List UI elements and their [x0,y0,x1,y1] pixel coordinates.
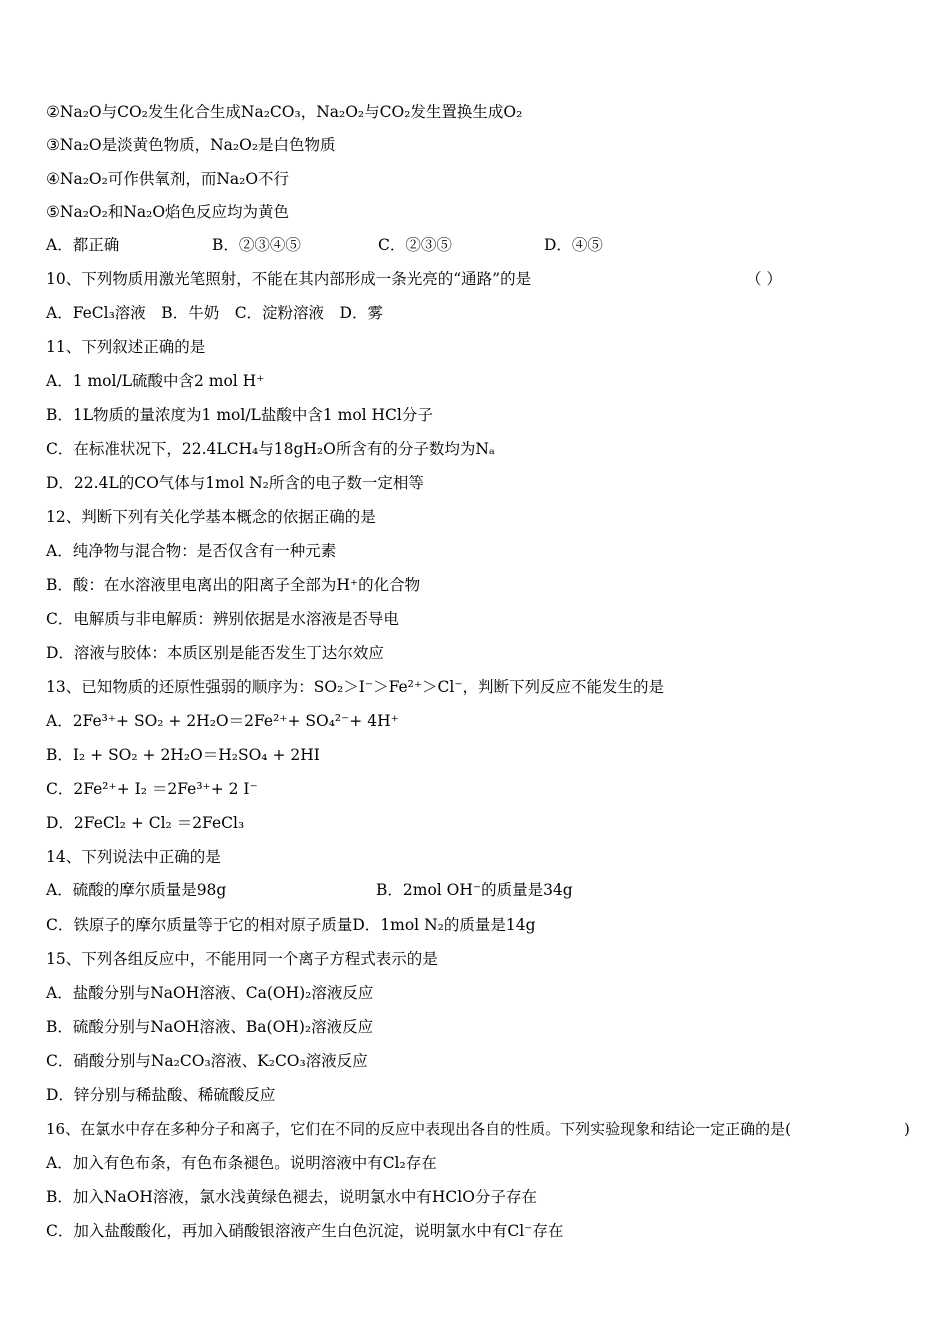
q15-option-c: C．硝酸分别与Na₂CO₃溶液、K₂CO₃溶液反应 [46,1052,368,1070]
q12-option-d: D．溶液与胶体：本质区别是能否发生丁达尔效应 [46,644,384,662]
q15-option-a: A．盐酸分别与NaOH溶液、Ca(OH)₂溶液反应 [46,984,374,1002]
q14-options-cd: C．铁原子的摩尔质量等于它的相对原子质量D．1mol N₂的质量是14g [46,916,536,934]
q9-statement-5: ⑤Na₂O₂和Na₂O焰色反应均为黄色 [46,203,290,221]
q16-text: 16、在氯水中存在多种分子和离子，它们在不同的反应中表现出各自的性质。下列实验现象和结论一定正确的是( [46,1120,791,1138]
q11-option-a: A．1 mol/L硫酸中含2 mol H⁺ [46,372,265,390]
q12-stem: 12、判断下列有关化学基本概念的依据正确的是 [46,508,376,526]
q9-options [46,235,603,255]
q16-option-a: A．加入有色布条，有色布条褪色。说明溶液中有Cl₂存在 [46,1154,437,1172]
q16-option-c: C．加入盐酸酸化，再加入硝酸银溶液产生白色沉淀，说明氯水中有Cl⁻存在 [46,1222,564,1240]
q11-option-c: C．在标准状况下，22.4LCH₄与18gH₂O所含有的分子数均为Nₐ [46,440,495,458]
q13-option-a: A．2Fe³⁺+ SO₂ + 2H₂O＝2Fe²⁺+ SO₄²⁻+ 4H⁺ [46,712,399,730]
q15-option-b: B．硫酸分别与NaOH溶液、Ba(OH)₂溶液反应 [46,1018,374,1036]
q14-option-b: B．2mol OH⁻的质量是34g [376,881,573,899]
q10-stem [46,269,906,289]
q9-statement-2: ②Na₂O与CO₂发生化合生成Na₂CO₃，Na₂O₂与CO₂发生置换生成O₂ [46,103,523,121]
q12-option-a: A．纯净物与混合物：是否仅含有一种元素 [46,542,337,560]
q9-option-b: B．②③④⑤ [212,236,301,254]
q9-option-c: C．②③⑤ [378,236,452,254]
q10-text: 10、下列物质用激光笔照射，不能在其内部形成一条光亮的“通路”的是 [46,270,532,288]
q9-option-a: A．都正确 [46,236,120,254]
q9-option-d: D．④⑤ [544,236,603,254]
q16-stem [46,1119,916,1139]
q11-stem: 11、下列叙述正确的是 [46,338,206,356]
q11-option-d: D．22.4L的CO气体与1mol N₂所含的电子数一定相等 [46,474,424,492]
q12-option-b: B．酸：在水溶液里电离出的阳离子全部为H⁺的化合物 [46,576,421,594]
q14-stem: 14、下列说法中正确的是 [46,848,221,866]
q15-stem: 15、下列各组反应中，不能用同一个离子方程式表示的是 [46,950,438,968]
q14-options-ab [46,880,573,900]
q10-answer-bracket: （ ） [746,270,782,288]
q11-option-b: B．1L物质的量浓度为1 mol/L盐酸中含1 mol HCl分子 [46,406,433,424]
q9-statement-3: ③Na₂O是淡黄色物质，Na₂O₂是白色物质 [46,136,336,154]
q9-statement-4: ④Na₂O₂可作供氧剂，而Na₂O不行 [46,170,290,188]
q14-option-a: A．硫酸的摩尔质量是98g [46,881,227,899]
q13-option-c: C．2Fe²⁺+ I₂ ＝2Fe³⁺+ 2 I⁻ [46,780,258,798]
q13-option-d: D．2FeCl₂ + Cl₂ ＝2FeCl₃ [46,814,245,832]
q10-options: A．FeCl₃溶液 B．牛奶 C．淀粉溶液 D．雾 [46,304,383,322]
q13-option-b: B．I₂ + SO₂ + 2H₂O＝H₂SO₄ + 2HI [46,746,320,764]
q15-option-d: D．锌分别与稀盐酸、稀硫酸反应 [46,1086,276,1104]
q16-option-b: B．加入NaOH溶液，氯水浅黄绿色褪去，说明氯水中有HClO分子存在 [46,1188,537,1206]
q16-answer-bracket: ) [904,1120,910,1138]
q12-option-c: C．电解质与非电解质：辨别依据是水溶液是否导电 [46,610,399,628]
q13-stem: 13、已知物质的还原性强弱的顺序为：SO₂＞I⁻＞Fe²⁺＞Cl⁻，判断下列反应不能发生的是 [46,678,665,696]
